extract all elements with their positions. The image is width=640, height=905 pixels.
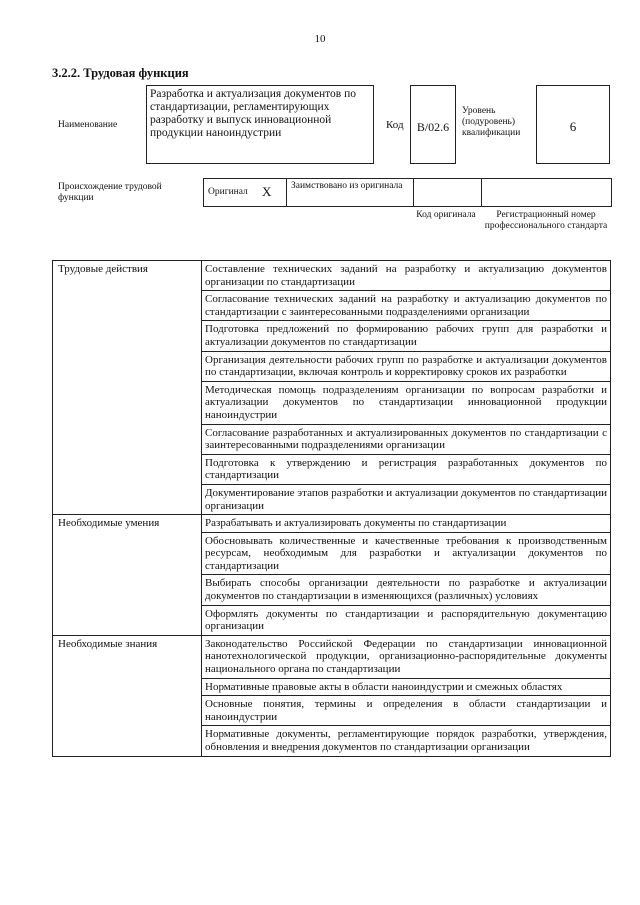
level-label: Уровень (подуровень) квалификации — [462, 106, 521, 138]
page-number: 10 — [314, 33, 326, 45]
reg-number-caption: Регистрационный номер профессионального стандарта — [484, 210, 608, 231]
borrowed-label: Заимствовано из оригинала — [291, 181, 403, 191]
section-label-skills: Необходимые умения — [53, 515, 202, 636]
list-item: Законодательство Российской Федерации по стандартизации инновационной нанотехнологической продукции, организационно-распорядительные документы национального органа по стандартизации — [202, 635, 611, 678]
name-label: Наименование — [58, 120, 118, 130]
original-code-caption: Код оригинала — [416, 210, 476, 220]
list-item: Разрабатывать и актуализировать документы по стандартизации — [202, 515, 611, 533]
code-label: Код — [386, 119, 404, 131]
list-item: Обосновывать количественные и качественные требования к производственным ресурсам, необходимым для разработки и актуализации документов по стандартизации — [202, 532, 611, 575]
list-item: Нормативные документы, регламентирующие порядок разработки, утверждения, обновления и внедрения документов по стандартизации организации — [202, 726, 611, 756]
list-item: Составление технических заданий на разработку и актуализацию документов организации по стандартизации — [202, 261, 611, 291]
list-item: Согласование разработанных и актуализированных документов по стандартизации с заинтересованными подразделениями организации — [202, 424, 611, 454]
list-item: Методическая помощь подразделениям организации по вопросам разработки и актуализации документов по стандартизации инновационной продукции наноиндустрии — [202, 381, 611, 424]
list-item: Подготовка предложений по формированию рабочих групп для разработки и актуализации документов по стандартизации — [202, 321, 611, 351]
list-item: Выбирать способы организации деятельности по разработке и актуализации документов по стандартизации в изменяющихся (различных) условиях — [202, 575, 611, 605]
function-name: Разработка и актуализация документов по стандартизации, регламентирующих разработку и выпуск инновационной продукции наноиндустрии — [150, 88, 357, 139]
original-label: Оригинал — [208, 187, 248, 197]
reg-number-cell — [482, 179, 611, 206]
list-item: Нормативные правовые акты в области наноиндустрии и смежных областях — [202, 678, 611, 696]
code-box — [410, 85, 456, 164]
section-label-actions: Трудовые действия — [53, 261, 202, 515]
list-item: Документирование этапов разработки и актуализации документов по стандартизации организации — [202, 484, 611, 514]
function-name-box — [146, 85, 374, 164]
list-item: Согласование технических заданий на разработку и актуализацию документов по стандартизации с заинтересованными подразделениями организации — [202, 291, 611, 321]
list-item: Оформлять документы по стандартизации и распорядительную документацию организации — [202, 605, 611, 635]
list-item: Организация деятельности рабочих групп по разработке и актуализации документов по стандартизации, включая контроль и корректировку сроков их разработки — [202, 351, 611, 381]
function-table — [52, 260, 611, 757]
origin-row — [203, 178, 612, 207]
original-cell — [204, 179, 287, 206]
code-value: B/02.6 — [416, 120, 450, 134]
section-label-knowledge: Необходимые знания — [53, 635, 202, 756]
borrowed-cell — [287, 179, 414, 206]
level-value: 6 — [569, 119, 577, 134]
table-row — [53, 261, 611, 291]
table-row — [53, 515, 611, 533]
origin-label: Происхождение трудовой функции — [58, 182, 162, 203]
original-mark: X — [262, 184, 272, 199]
table-row — [53, 635, 611, 678]
list-item: Подготовка к утверждению и регистрация разработанных документов по стандартизации — [202, 454, 611, 484]
list-item: Основные понятия, термины и определения в области стандартизации и наноиндустрии — [202, 696, 611, 726]
section-title: 3.2.2. Трудовая функция — [52, 66, 189, 80]
original-code-cell — [414, 179, 482, 206]
level-box — [536, 85, 610, 164]
